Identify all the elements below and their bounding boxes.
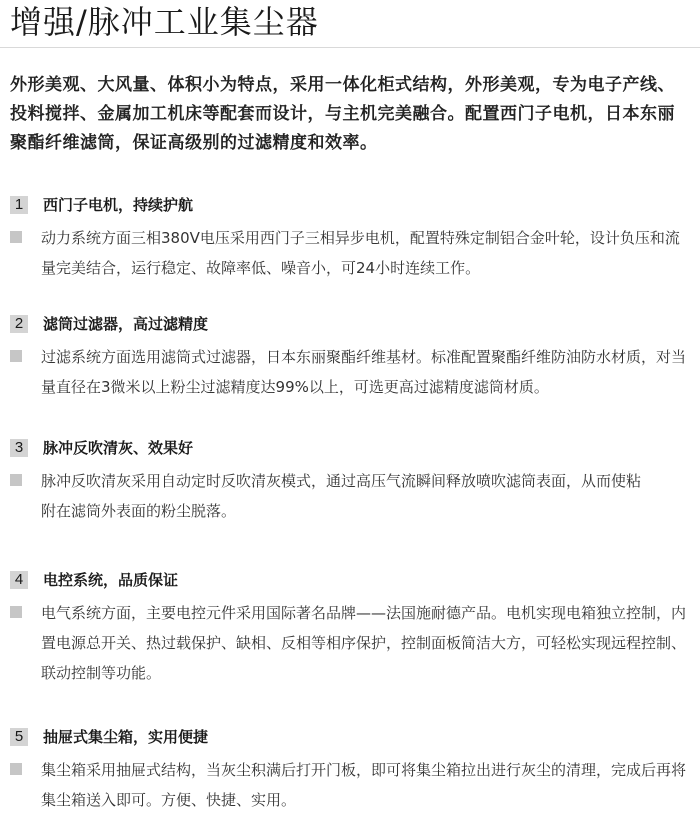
section-description: 集尘箱采用抽屉式结构，当灰尘积满后打开门板，即可将集尘箱拉出进行灰尘的清理，完成后再将集尘箱送入即可。方便、快捷、实用。 [41,761,687,809]
feature-section-3 [10,438,692,526]
section-title: 抽屉式集尘箱，实用便捷 [43,728,209,746]
section-body [10,755,692,815]
square-bullet-icon [10,231,22,243]
section-number-badge: 5 [10,728,28,746]
section-body [10,223,692,283]
section-heading [10,570,692,590]
section-title: 脉冲反吹清灰、效果好 [43,439,194,457]
section-title: 电控系统，品质保证 [43,571,179,589]
section-body [10,466,692,526]
section-title: 滤筒过滤器，高过滤精度 [43,315,209,333]
section-heading [10,727,692,747]
feature-section-2 [10,314,692,402]
title-divider [0,47,700,48]
section-description: 动力系统方面三相380V电压采用西门子三相异步电机，配置特殊定制铝合金叶轮，设计负压和流量完美结合，运行稳定、故障率低、噪音小，可24小时连续工作。 [41,229,680,277]
section-body [10,342,692,402]
section-description: 脉冲反吹清灰采用自动定时反吹清灰模式，通过高压气流瞬间释放喷吹滤筒表面，从而使粘附在滤筒外表面的粉尘脱落。 [41,472,642,520]
section-number-badge: 3 [10,439,28,457]
square-bullet-icon [10,606,22,618]
section-number-badge: 1 [10,196,28,214]
intro-paragraph: 外形美观、大风量、体积小为特点，采用一体化柜式结构，外形美观，专为电子产线、投料搅拌、金属加工机床等配套而设计，与主机完美融合。配置西门子电机，日本东丽聚酯纤维滤筒，保证高级别的过滤精度和效率。 [10,75,675,153]
feature-section-4 [10,570,692,688]
section-heading [10,438,692,458]
square-bullet-icon [10,474,22,486]
section-description: 电气系统方面，主要电控元件采用国际著名品牌——法国施耐德产品。电机实现电箱独立控制，内置电源总开关、热过载保护、缺相、反相等相序保护，控制面板简洁大方，可轻松实现远程控制、联动控制等功能。 [41,604,687,682]
section-description: 过滤系统方面选用滤筒式过滤器，日本东丽聚酯纤维基材。标准配置聚酯纤维防油防水材质，对当量直径在3微米以上粉尘过滤精度达99%以上，可选更高过滤精度滤筒材质。 [41,348,687,396]
feature-section-1 [10,195,692,283]
feature-section-5 [10,727,692,815]
square-bullet-icon [10,350,22,362]
square-bullet-icon [10,763,22,775]
section-body [10,598,692,688]
section-number-badge: 2 [10,315,28,333]
page-title: 增强/脉冲工业集尘器 [10,3,319,41]
section-number-badge: 4 [10,571,28,589]
section-heading [10,195,692,215]
section-heading [10,314,692,334]
section-title: 西门子电机，持续护航 [43,196,194,214]
